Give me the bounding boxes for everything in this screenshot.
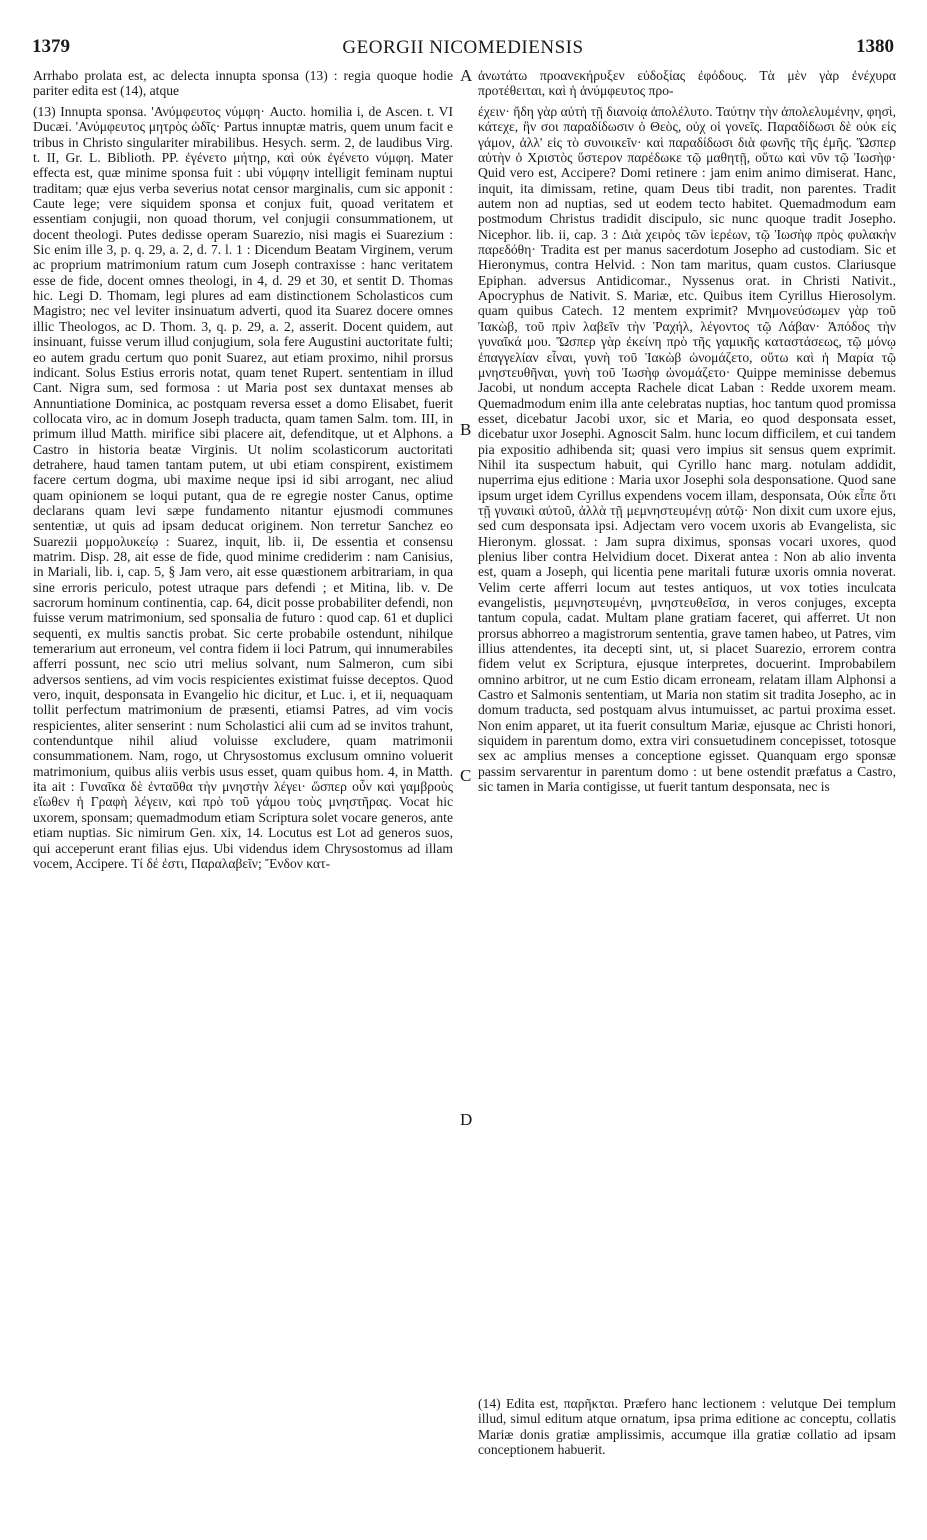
main-text-right-paragraph: ἀνωτάτω προανεκήρυξεν εὐδοξίας ἐφόδους. Τὰ μὲν γὰρ ἐνέχυρα προτέθειται, καὶ ἡ ἀνύμφευτος προ- — [478, 68, 896, 99]
main-text-left — [33, 68, 453, 99]
footnote-14-text: (14) Edita est, παρῆκται. Præfero hanc lectionem : velutque Dei templum illud, simul editum atque ornatum, ipsa prima editione ac conceptu, collatis Mariæ donis gratiæ amplissimis, accumque illa gratiæ collatio ad ipsam conceptionem habuerit. — [478, 1396, 896, 1458]
footnote-13-right-text: έχειν· ἤδη γὰρ αὐτὴ τῇ διανοίᾳ ἀπολέλυτο. Ταύτην τὴν ἀπολελυμένην, φησὶ, κάτεχε, ἣν σοι παραδίδωσιν ὁ Θεὸς, οὐχ οἱ γονεῖς. Παραδίδωσι δὲ οὐκ εἰς γάμον, ἀλλ' εἰς τὸ συνοικεῖν· καὶ παραδίδωσι διὰ φωνῆς τῆς ἐμῆς. Ὥσπερ αὐτὴν ὁ Χριστὸς ὕστερον παρέδωκε τῷ μαθητῇ, οὕτω καὶ νῦν τῷ Ἰωσὴφ· Quid vero est, Accipere? Domi retinere : jam enim animo dimiserat. Hanc, inquit, ita dimissam, retine, quam Deus tibi tradit, non parentes. Tradit autem non ad nuptias, sed ut eodem tecto habitet. Quemadmodum eam postmodum Christus tradidit discipulo, sic nunc quoque tradit Josepho. Nicephor. lib. ii, cap. 3 : Διὰ χειρὸς τῶν ἱερέων, τῷ Ἰωσὴφ πρὸς φυλακὴν παρεδόθη· Tradita est per manus sacerdotum Josepho ad custodiam. Sic et Hieronymus, contra Helvid. : Non tam maritus, quam custos. Clariusque Epiphan. adversus Antidicomar., Nyssenus orat. in Christi Nativit., Apocryphus de Nativit. S. Mariæ, etc. Quibus item Cyrillus Hierosolym. quam quibus Catech. 12 mentem exprimit? Μνημονεύσωμεν γὰρ τοῦ Ἰακὼβ, τοῦ πρὶν λαβεῖν τὴν Ῥαχήλ, λέγοντος τῷ Λάβαν· Ἀπόδος τὴν γυναῖκά μου. Ὥσπερ γὰρ ἐκείνη πρὸ τῆς γαμικῆς καταστάσεως, τῷ μόνῳ ἐπαγγελίαν εἶναι, γυνὴ τοῦ Ἰακὼβ ὠνομάζετο, οὕτω καὶ ἡ Μαρία τῷ μνηστευθῆναι, γυνὴ τοῦ Ἰωσὴφ ὠνομάζετο· Quippe meminisse debemus Jacobi, ut nondum accepta Rachele dicat Laban : Redde uxorem meam. Quemadmodum enim illa ante celebratas nuptias, hoc tantum quod promissa esset, dicebatur Jacobi uxor, sic et Maria, eo quod desponsata esset, dicebatur uxor Josephi. Agnoscit Salm. hunc locum difficilem, et cui tandem pia expositio adhibenda sit; quasi vero impius sit sensus quem exprimit. Nihil ita suspectum habuit, qui Cyrillo hanc marg. notulam addidit, nuperrima ejus editione : Maria uxor Josephi sola desponsatione. Quod sane ipsum urget idem Cyrillus expendens vocem illam, desponsata, Οὐκ εἶπε ὅτι τῇ γυναικὶ αὐτοῦ, ἀλλὰ τῇ μεμνηστευμένῃ αὐτῷ· Non dixit cum uxore ejus, sed cum desponsata ipsi. Adjectam vero vocem uxoris ab Evangelista, sic Hieronym. glossat. : Jam supra diximus, sponsas vocari uxores, quod plenius liber contra Helvidium docet. Dixerat antea : Non ab alio inventa est, quam a Joseph, qui licentia pene maritali futuræ uxoris omnia noverat. Velim certe afferri locum aut testes antiquos, ut vox toties inculcata evangelistis, μεμνηστευμένη, μνηστευθεῖσα, in veros conjuges, excepta tantum copula, cadat. Multam plane gratiam faceret, qui afferret. Ut non prorsus abhorreo a magistrorum sententia, grave tamen habeo, ut Patres, vim illius attendentes, ita decepti sint, ut, si placet Suarezio, errorem contra fidem velut ex Scriptura, ejusque interpretes, docuerint. Improbabilem omnino arbitror, ut ne cum Estio dicam erroneam, relatam illam Alphonsi a Castro et Salmonis sententiam, ut Maria non statim sit tradita Josepho, ac in domum traducta, sed postquam alvus intumuisset, ac partui proxima esset. Non enim apparet, ut ita fuerit consultum Mariæ, ejusque ac Christi honori, siquidem in parentum domo, extra viri consuetudinem concepisset, totosque sex ac amplius menses a conceptione egisset. Quanquam ergo sponsæ passim servarentur in parentum domo : ut bene ostendit præfatus a Castro, sic tamen in Maria contigisse, ut fuerit tantum desponsata, nec is — [478, 104, 896, 795]
footnote-13-left — [33, 104, 453, 871]
page-number-right: 1380 — [856, 36, 894, 57]
section-marker-a: A — [460, 66, 473, 85]
footnote-13-left-text: (13) Innupta sponsa. 'Ανύμφευτος νύμφη· Aucto. homilia i, de Ascen. t. VI Ducæi. 'Ανύμφευτος μητρὸς ὠδῖς· Partus innuptæ matris, quem unum facit e tribus in Christo singulariter mirabilibus. Hesych. serm. 2, de laudibus Virg. t. II, Gr. L. Biblioth. PP. ἐγένετο μήτηρ, καὶ οὐκ ἐγένετο νύμφη. Mater effecta est, quæ minime sponsa fuit : ubi νύμφην intelligit feminam nuptui traditam; quæ ejus verba severius notat censor marginalis, cum sic apponit : Caute lege; vere siquidem sponsa et conjux fuit, quoad veritatem et essentiam conjugii, non quoad thorum, vel conjugii consummationem, ut docent theologi. Putes dedisse operam Suarezio, nisi magis ei Suarezium : Sic enim ille 3, p. q. 29, a. 2, d. 7. l. 1 : Dicendum Beatam Virginem, verum ac proprium matrimonium ratum cum Joseph contraxisse : hanc veritatem esse de fide, docent omnes theologi, in 4, d. 29 et 30, et sentit D. Thomas hic. Legi D. Thomam, legi plures ad eam distinctionem Scholasticos cum Magistro; nec vel leviter insinuatum adverti, quod ita Suarez docere omnes illic Theologos, ac D. Thom. 3, q. p. 29, a. 2, asserit. Docent quidem, aut insinuant, fuisse verum illud conjugium, sola fere Augustini auctoritate fulti; eo autem gradu certum quo ponit Suarez, aut etiam proximo, nihil prorsus indicant. Solus Estius erroris notat, quam tenet Rupert. sententiam in illud Cant. Nigra sum, sed formosa : ut Maria post sex duntaxat menses ab Annuntiatione Dominica, ac postquam reversa esset a domo Elisabet, fuerit collocata viro, ac in domum Joseph traducta, quam tamen Salm. tom. III, in primum illud Matth. mirifice sibi placere ait, defenditque, ut et Alphons. a Castro in historia beatæ Virginis. Ut nolim scolasticorum auctoritati detrahere, haud tamen tantam putem, ut ubi etiam conspirent, existimem facere certum dogma, ubi maxime neque ipsi id sibi arrogant, nec aliud quam opinionem se loqui putant, qua de re egregie noster Canus, optime declarans quam levi sæpe fundamento nitantur ejusmodi communes sententiæ, ut quis ad ipsam deducat originem. Non terretur Sanchez eo Suarezii μορμολυκείῳ : Suarez, inquit, lib. ii, De essentia et consensu matrim. Disp. 28, ait esse de fide, quod minime crediderim : nam Canisius, in Mariali, lib. i, cap. 5, § Jam vero, ait esse quæstionem arbitrariam, in qua sine erroris periculo, potest utraque pars defendi ; et Mitina, lib. v. De sacrorum hominum continentia, cap. 64, dicit posse probabiliter defendi, non fuisse verum matrimonium, sed sponsalia de futuro : quod cap. 61 et duplici sequenti, ex multis sanctis probat. Sic certe probabile ostendunt, nihilque temerarium aut erroneum, vel contra fidem ii loci Patrum, qui innumerabiles afferri possunt, nec scio utri melius solvant, num Salmeron, cum sibi adversos sentiens, ad vim vocis respicientes existimat fuisse deceptos. Quod vero, inquit, desponsata in Evangelio hic dicitur, et Luc. i, et ii, nequaquam tollit perfectum matrimonium de præsenti, etiamsi Patres, ad vim vocis respicientes, aliter senserint : num Scholastici alii cum ad se invitos trahunt, contenduntque nihil aliud voluisse excludere, quam matrimonii consummationem. Nam, rogo, ut Chrysostomus exclusum omnino voluerit matrimonium, quibus aliis verbis usus esset, quam quibus hom. 4, in Matth. ita ait : Γυναῖκα δὲ ἐνταῦθα τὴν μνηστὴν λέγει· ὥσπερ οὖν καὶ γαμβροὺς εἴωθεν ἡ Γραφὴ λέγειν, καὶ πρὸ τοῦ γάμου τοὺς μνηστῆρας. Vocat hic uxorem, sponsam; quemadmodum etiam Scriptura solet vocare generos, ante etiam nuptias. Sic nimirum Gen. xix, 14. Locutus est Lot ad generos suos, qui acceperunt erant filias ejus. Ubi videndus idem Chrysostomus ad illam vocem, Accipere. Τί δέ ἐστι, Παραλαβεῖν; Ἔνδον κατ- — [33, 104, 453, 871]
section-marker-b: B — [460, 420, 472, 439]
section-marker-d: D — [460, 1110, 473, 1129]
main-text-left-paragraph: Arrhabo prolata est, ac delecta innupta sponsa (13) : regia quoque hodie pariter edita est (14), atque — [33, 68, 453, 99]
section-marker-c: C — [460, 766, 472, 785]
footnote-13-right — [478, 104, 896, 794]
page-header — [32, 36, 894, 58]
footnote-14 — [478, 1396, 896, 1457]
main-text-right — [478, 68, 896, 99]
page-number-left: 1379 — [32, 36, 70, 57]
running-title: GEORGII NICOMEDIENSIS — [342, 37, 584, 58]
